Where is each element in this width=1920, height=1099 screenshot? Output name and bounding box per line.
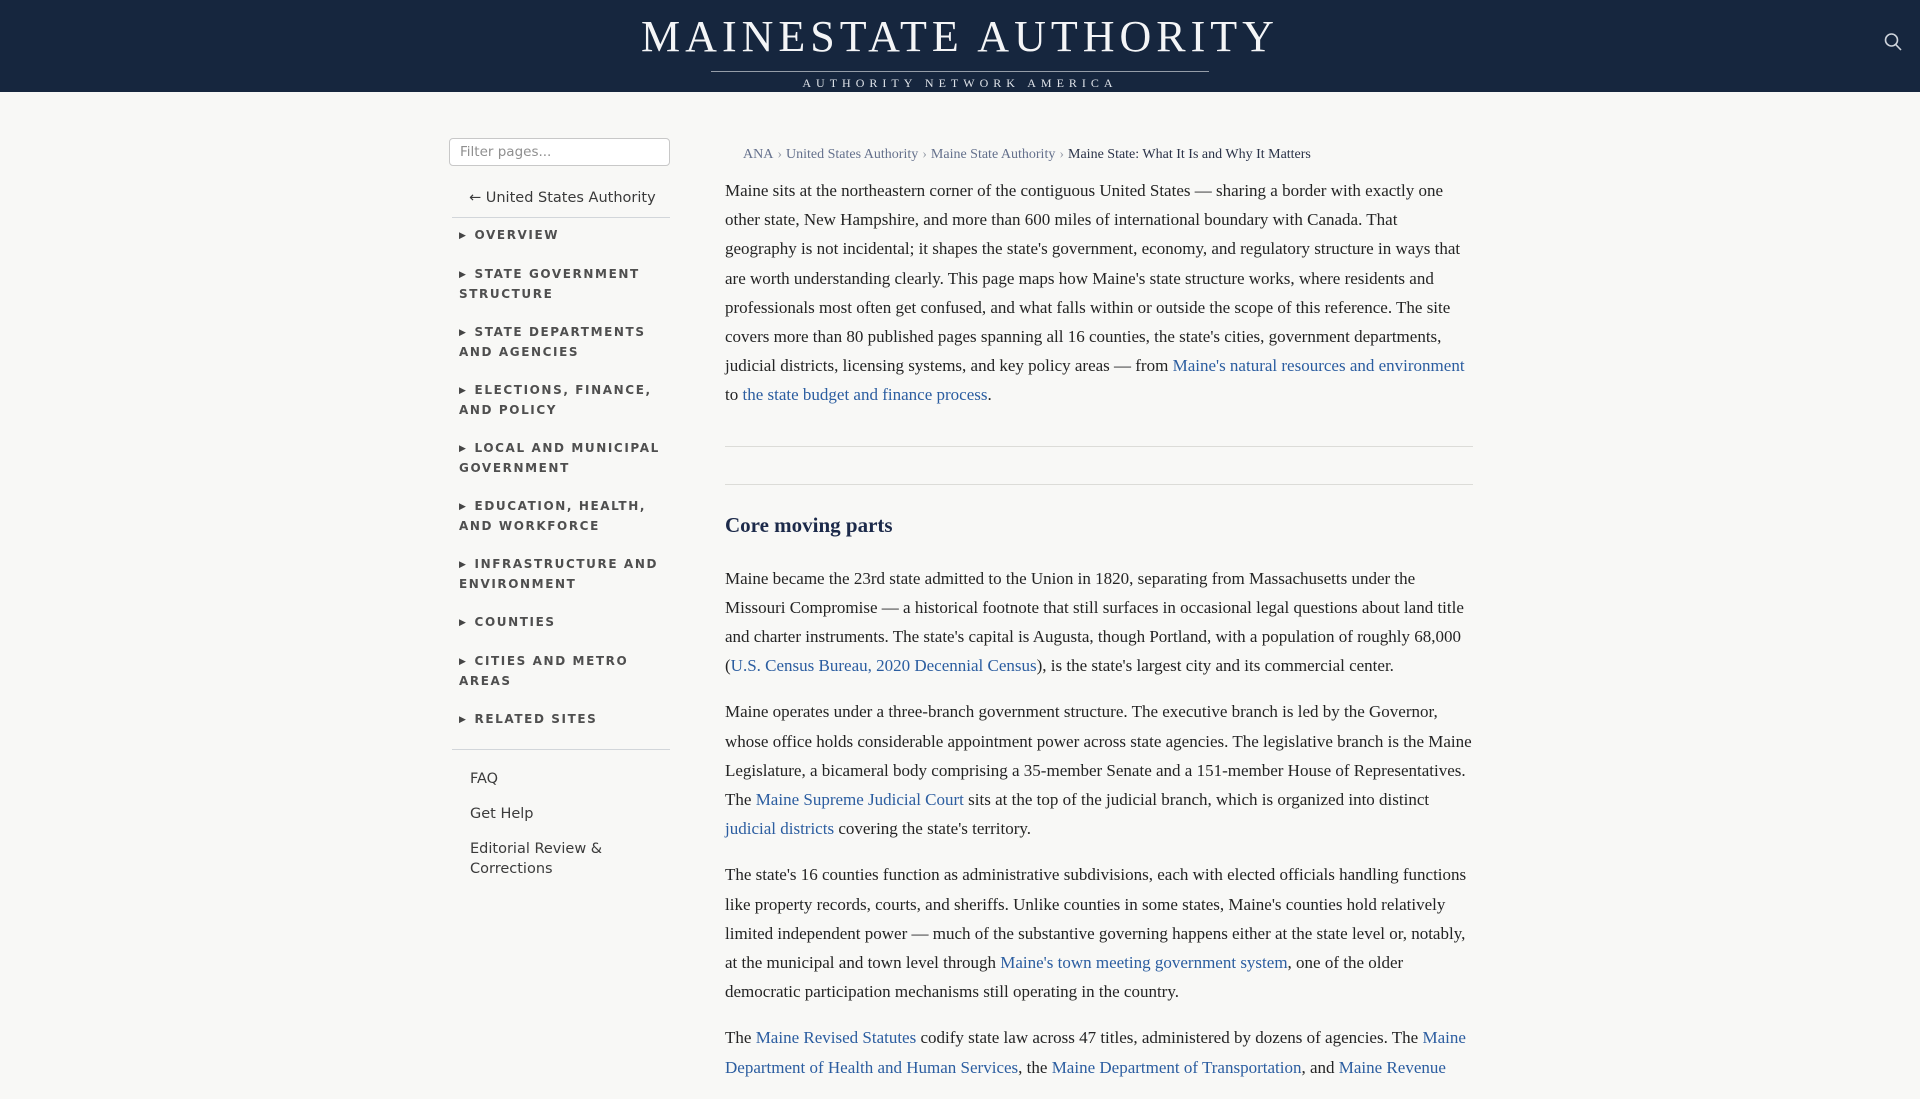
title-underline bbox=[711, 71, 1209, 72]
breadcrumb-separator: › bbox=[777, 147, 783, 162]
content-link[interactable]: judicial districts bbox=[725, 819, 835, 839]
section-divider bbox=[725, 446, 1473, 485]
breadcrumb-separator: › bbox=[1059, 147, 1065, 162]
paragraph bbox=[725, 697, 1473, 843]
text-run: , the bbox=[1018, 1057, 1052, 1077]
back-to-parent-link[interactable]: ← United States Authority bbox=[469, 190, 656, 206]
content-link[interactable]: Maine Revenue bbox=[1338, 1057, 1446, 1077]
sidebar-section-state-departments-and-agencies[interactable] bbox=[449, 323, 670, 362]
sidebar-section-related-sites[interactable] bbox=[449, 710, 670, 730]
text-run: The state's 16 counties function as administrative subdivisions, each with elected officials handling functions like property records, courts, and sheriffs. Unlike counties in some states, Maine's counties hold relatively limited independent power — much of the substantive governing happens either at the state level or, notably, at the municipal and town level through bbox=[725, 865, 1467, 973]
expand-triangle-icon: ▶ bbox=[459, 270, 468, 280]
content-link[interactable]: U.S. Census Bureau, 2020 Decennial Census bbox=[730, 656, 1037, 676]
text-run: , and bbox=[1301, 1057, 1339, 1077]
utility-link-editorial-review-corrections[interactable]: Editorial Review & Corrections bbox=[470, 841, 603, 877]
breadcrumb bbox=[743, 146, 1473, 163]
sidebar-divider-top bbox=[452, 217, 670, 218]
content-link[interactable]: Maine's town meeting government system bbox=[1000, 953, 1288, 973]
breadcrumb-link[interactable]: ANA bbox=[743, 147, 774, 162]
text-run: Maine became the 23rd state admitted to the Union in 1820, separating from Massachusetts under the Missouri Compromise — a historical footnote that still surfaces in occasional legal questions about land title and charter instruments. The state's capital is Augusta, though Portland, with a population of roughly 68,000 ( bbox=[725, 568, 1464, 676]
intro-paragraph bbox=[725, 176, 1473, 410]
expand-triangle-icon: ▶ bbox=[459, 715, 468, 725]
text-run: ), is the state's largest city and its commercial center. bbox=[1036, 656, 1394, 676]
sidebar-sections bbox=[449, 226, 670, 730]
sidebar-section-label: INFRASTRUCTURE AND ENVIRONMENT bbox=[459, 557, 659, 591]
search-icon bbox=[1881, 30, 1905, 54]
expand-triangle-icon: ▶ bbox=[459, 618, 468, 628]
sidebar-section-counties[interactable] bbox=[449, 613, 670, 633]
content-link[interactable]: the state budget and finance process bbox=[742, 385, 988, 405]
sidebar-section-label: ELECTIONS, FINANCE, AND POLICY bbox=[459, 383, 652, 417]
breadcrumb-current-page: Maine State: What It Is and Why It Matters bbox=[1068, 147, 1311, 162]
expand-triangle-icon: ▶ bbox=[459, 444, 468, 454]
sidebar bbox=[449, 138, 670, 894]
expand-triangle-icon: ▶ bbox=[459, 328, 468, 338]
text-run: sits at the top of the judicial branch, which is organized into distinct bbox=[963, 790, 1430, 810]
sidebar-section-label: OVERVIEW bbox=[474, 228, 560, 242]
expand-triangle-icon: ▶ bbox=[459, 502, 468, 512]
content-link[interactable]: Maine Department of Transportation bbox=[1051, 1057, 1302, 1077]
sidebar-divider-bottom bbox=[452, 749, 670, 750]
expand-triangle-icon: ▶ bbox=[459, 386, 468, 396]
sidebar-section-infrastructure-and-environment[interactable] bbox=[449, 555, 670, 594]
sidebar-section-local-and-municipal-government[interactable] bbox=[449, 439, 670, 478]
site-subtitle: AUTHORITY NETWORK AMERICA bbox=[802, 76, 1118, 90]
text-run: . bbox=[987, 385, 992, 405]
paragraph bbox=[725, 860, 1473, 1006]
utility-link-faq[interactable]: FAQ bbox=[470, 771, 499, 787]
main-content bbox=[725, 146, 1473, 1099]
sidebar-section-state-government-structure[interactable] bbox=[449, 265, 670, 304]
sidebar-section-label: RELATED SITES bbox=[474, 712, 598, 726]
search-button[interactable] bbox=[1880, 30, 1906, 56]
breadcrumb-link[interactable]: United States Authority bbox=[786, 147, 919, 162]
divider-line bbox=[725, 484, 1473, 485]
sidebar-section-label: STATE DEPARTMENTS AND AGENCIES bbox=[459, 325, 646, 359]
site-title: MAINESTATE AUTHORITY bbox=[641, 12, 1279, 61]
top-header bbox=[0, 0, 1920, 92]
breadcrumb-link[interactable]: Maine State Authority bbox=[930, 147, 1056, 162]
utility-link-get-help[interactable]: Get Help bbox=[470, 806, 534, 822]
paragraph bbox=[725, 1023, 1473, 1081]
text-run: covering the state's territory. bbox=[834, 819, 1031, 839]
content-link[interactable]: Maine Revised Statutes bbox=[755, 1028, 917, 1048]
sidebar-section-overview[interactable] bbox=[449, 226, 670, 246]
breadcrumb-separator: › bbox=[922, 147, 927, 162]
masthead bbox=[0, 0, 1920, 90]
sidebar-section-label: CITIES AND METRO AREAS bbox=[459, 654, 629, 688]
sidebar-section-elections-finance-and-policy[interactable] bbox=[449, 381, 670, 420]
text-run: Maine sits at the northeastern corner of the contiguous United States — sharing a border with exactly one other state, New Hampshire, and more than 600 miles of international boundary with Canada. That geography is not incidental; it shapes the state's government, economy, and regulatory structure in ways that are worth understanding clearly. This page maps how Maine's state structure works, where residents and professionals most often get confused, and what falls within or outside the scope of this reference. The site covers more than 80 published pages spanning all 16 counties, the state's cities, government departments, judicial districts, licensing systems, and key policy areas — from bbox=[725, 181, 1461, 376]
content-link[interactable]: Maine Department of Health and Human Services bbox=[725, 1028, 1466, 1077]
divider-line bbox=[725, 446, 1473, 447]
text-run: , one of the older democratic participation mechanisms still operating in the country. bbox=[725, 953, 1404, 1002]
expand-triangle-icon: ▶ bbox=[459, 657, 468, 667]
expand-triangle-icon: ▶ bbox=[459, 231, 468, 241]
sidebar-section-label: COUNTIES bbox=[474, 615, 556, 629]
content-link[interactable]: Maine Supreme Judicial Court bbox=[755, 790, 964, 810]
expand-triangle-icon: ▶ bbox=[459, 560, 468, 570]
sidebar-section-label: LOCAL AND MUNICIPAL GOVERNMENT bbox=[459, 441, 660, 475]
sidebar-section-cities-and-metro-areas[interactable] bbox=[449, 652, 670, 691]
text-run: The bbox=[725, 1028, 756, 1048]
text-run: to bbox=[725, 385, 743, 405]
text-run: codify state law across 47 titles, administered by dozens of agencies. The bbox=[916, 1028, 1423, 1048]
sidebar-section-label: STATE GOVERNMENT STRUCTURE bbox=[459, 267, 640, 301]
hamburger-menu-button[interactable] bbox=[18, 33, 39, 55]
sidebar-section-label: EDUCATION, HEALTH, AND WORKFORCE bbox=[459, 499, 647, 533]
sidebar-utility-links bbox=[470, 769, 670, 879]
section-paragraphs bbox=[725, 564, 1473, 1082]
paragraph bbox=[725, 564, 1473, 681]
filter-pages-input[interactable] bbox=[449, 138, 670, 166]
text-run: Maine operates under a three-branch government structure. The executive branch is led by the Governor, whose office holds considerable appointment power across state agencies. The legislative branch is the Maine Legislature, a bicameral body comprising a 35-member Senate and a 151-member House of Representatives. The bbox=[725, 702, 1472, 810]
section-heading: Core moving parts bbox=[725, 512, 893, 537]
content-link[interactable]: Maine's natural resources and environment bbox=[1172, 356, 1465, 376]
sidebar-section-education-health-and-workforce[interactable] bbox=[449, 497, 670, 536]
